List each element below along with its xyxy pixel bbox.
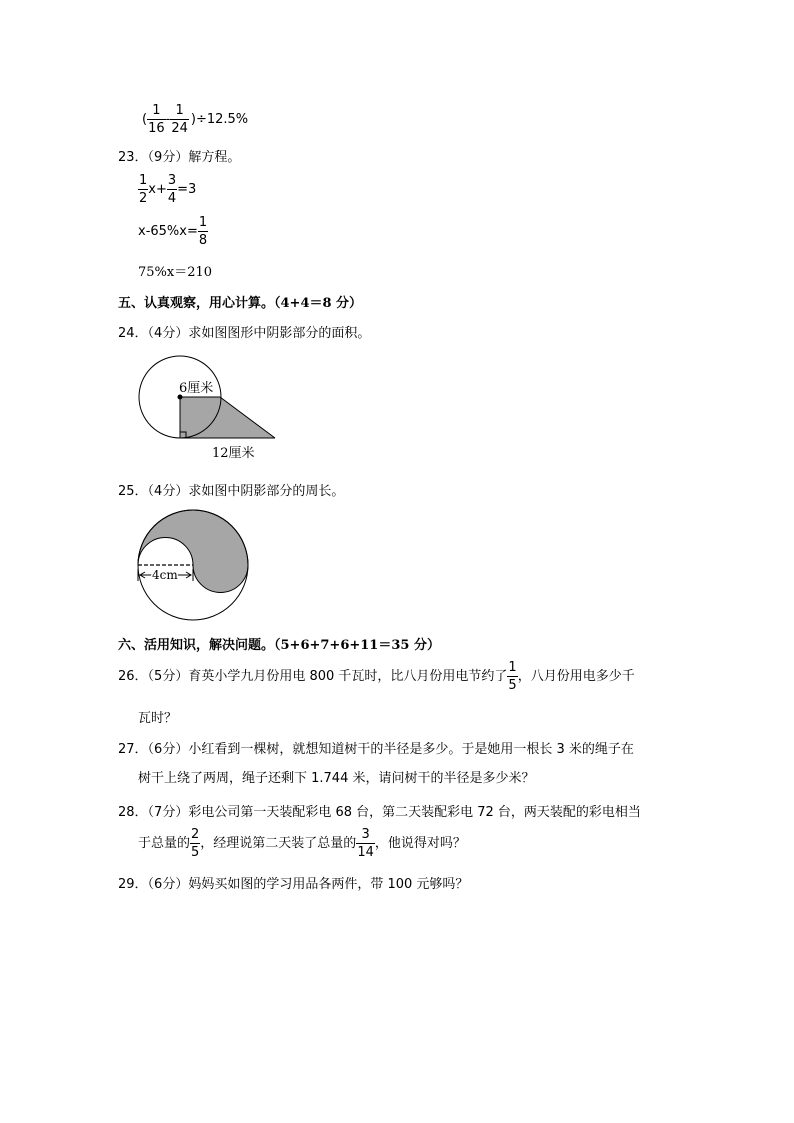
q23-equation-3: 75%x＝210 <box>138 265 213 280</box>
q22-fraction-1: $\frac{1}{16}$ <box>148 103 165 136</box>
q22-expression <box>142 104 248 135</box>
q24-figure <box>130 350 290 465</box>
q29-title: 29．（6分）妈妈买如图的学习用品各两件，带 100 元够吗？ <box>118 877 469 892</box>
q26-line-2: 瓦时？ <box>138 711 178 726</box>
q22-rest: )÷12.5% <box>190 112 249 127</box>
section-6-title: 六、活用知识，解决问题。（5+6+7+6+11＝35 分） <box>118 638 440 653</box>
q22-open: ( <box>142 112 148 127</box>
section-5-title: 五、认真观察，用心计算。（4+4＝8 分） <box>118 296 363 311</box>
q26-line-1: 26．（5分）育英小学九月份用电 800 千瓦时，比八月份用电节约了 $\frac{1}{5}$ ，八月份用电多少千 <box>118 660 635 693</box>
q25-figure <box>132 505 257 625</box>
q28-line-2: 于总量的 $\frac{2}{5}$ ，经理说第二天装了总量的 $\frac{3}{14}$ ，他说得对吗？ <box>138 827 466 860</box>
q28-line-1: 28．（7分）彩电公司第一天装配彩电 68 台，第二天装配彩电 72 台，两天装配的彩电相当 <box>118 805 641 820</box>
q24-base-label: 12厘米 <box>212 446 255 461</box>
q24-title: 24．（4分）求如图图形中阴影部分的面积。 <box>118 326 371 341</box>
q22-fraction-2: $\frac{1}{24}$ <box>171 103 188 136</box>
q24-radius-label: 6厘米 <box>179 381 214 396</box>
q27-line-1: 27．（6分）小红看到一棵树，就想知道树干的半径是多少。于是她用一根长 3 米的绳子在 <box>118 742 634 757</box>
q27-line-2: 树干上绕了两周，绳子还剩下 1.744 米，请问树干的半径是多少米？ <box>138 771 535 786</box>
q25-diameter-label: 4cm <box>152 568 178 582</box>
q23-equation-2: x-65%x= $\frac{1}{8}$ <box>138 215 208 248</box>
q25-title: 25．（4分）求如图中阴影部分的周长。 <box>118 484 345 499</box>
q23-title: 23．（9分）解方程。 <box>118 150 241 165</box>
q22-minus: - <box>165 112 171 127</box>
q23-equation-1: $\frac{1}{2}$ x+ $\frac{3}{4}$ =3 <box>139 173 197 206</box>
